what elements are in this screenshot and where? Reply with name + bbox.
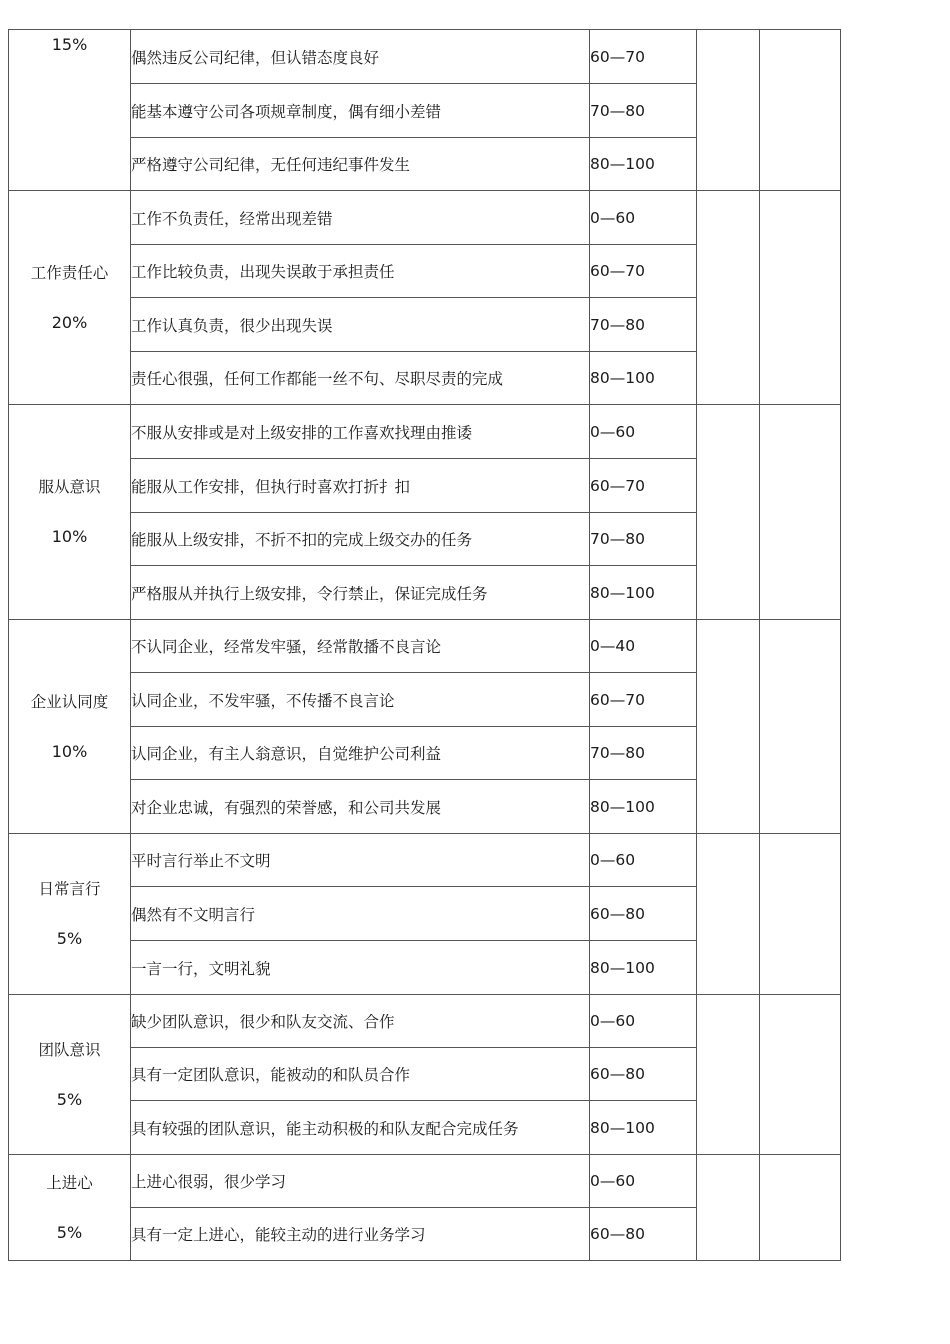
category-name: 工作责任心 [30,263,109,282]
remarks-cell[interactable] [760,620,841,834]
criterion-description: 一言一行，文明礼貌 [131,941,590,995]
score-range: 0—60 [590,995,697,1048]
evaluation-table [8,29,841,1261]
score-range: 60—80 [590,887,697,941]
score-entry-cell[interactable] [697,620,760,834]
criterion-description: 严格遵守公司纪律，无任何违纪事件发生 [131,138,590,191]
score-range: 70—80 [590,298,697,352]
criterion-description: 具有较强的团队意识，能主动积极的和队友配合完成任务 [131,1101,590,1155]
category-cell [9,834,131,995]
score-range: 70—80 [590,513,697,566]
criterion-description: 认同企业，不发牢骚，不传播不良言论 [131,673,590,727]
criterion-description: 上进心很弱，很少学习 [131,1155,590,1208]
score-range: 60—70 [590,673,697,727]
score-range: 80—100 [590,138,697,191]
criterion-description: 认同企业，有主人翁意识，自觉维护公司利益 [131,727,590,780]
table-row [9,191,841,245]
criterion-description: 对企业忠诚，有强烈的荣誉感，和公司共发展 [131,780,590,834]
score-range: 80—100 [590,780,697,834]
score-range: 0—60 [590,191,697,245]
criterion-description: 责任心很强，任何工作都能一丝不句、尽职尽责的完成 [131,352,590,405]
criterion-description: 能基本遵守公司各项规章制度，偶有细小差错 [131,84,590,138]
category-cell [9,191,131,405]
criterion-description: 不服从安排或是对上级安排的工作喜欢找理由推诿 [131,405,590,459]
criterion-description: 工作不负责任，经常出现差错 [131,191,590,245]
score-entry-cell[interactable] [697,834,760,995]
score-entry-cell[interactable] [697,30,760,191]
table-row [9,405,841,459]
table-row [9,620,841,673]
category-weight: 5% [56,1089,83,1109]
criterion-description: 不认同企业，经常发牢骚，经常散播不良言论 [131,620,590,673]
table-row [9,995,841,1048]
score-entry-cell[interactable] [697,1155,760,1261]
criterion-description: 偶然违反公司纪律，但认错态度良好 [131,30,590,84]
score-range: 60—80 [590,1048,697,1101]
remarks-cell[interactable] [760,995,841,1155]
score-range: 60—70 [590,30,697,84]
category-name: 企业认同度 [30,692,109,711]
score-range: 0—60 [590,1155,697,1208]
score-range: 70—80 [590,727,697,780]
remarks-cell[interactable] [760,405,841,620]
table-row [9,834,841,887]
criterion-description: 能服从工作安排，但执行时喜欢打折扌扣 [131,459,590,513]
category-name: 上进心 [46,1173,93,1192]
category-cell [9,30,131,191]
score-entry-cell[interactable] [697,405,760,620]
criterion-description: 偶然有不文明言行 [131,887,590,941]
criterion-description: 缺少团队意识，很少和队友交流、合作 [131,995,590,1048]
score-range: 60—80 [590,1208,697,1261]
remarks-cell[interactable] [760,834,841,995]
evaluation-table-body [9,30,841,1261]
score-range: 60—70 [590,459,697,513]
category-weight: 15% [51,35,88,54]
criterion-description: 具有一定团队意识，能被动的和队员合作 [131,1048,590,1101]
score-range: 0—60 [590,834,697,887]
remarks-cell[interactable] [760,191,841,405]
remarks-cell[interactable] [760,1155,841,1261]
criterion-description: 工作比较负责，出现失误敢于承担责任 [131,245,590,298]
criterion-description: 平时言行举止不文明 [131,834,590,887]
category-name: 团队意识 [38,1040,101,1059]
category-cell [9,620,131,834]
score-range: 0—60 [590,405,697,459]
score-range: 80—100 [590,1101,697,1155]
score-range: 0—40 [590,620,697,673]
category-weight: 10% [51,741,88,761]
remarks-cell[interactable] [760,30,841,191]
score-range: 80—100 [590,566,697,620]
score-range: 80—100 [590,941,697,995]
category-weight: 20% [51,312,88,332]
score-entry-cell[interactable] [697,995,760,1155]
category-cell [9,995,131,1155]
category-weight: 5% [56,929,83,948]
criterion-description: 严格服从并执行上级安排，令行禁止，保证完成任务 [131,566,590,620]
category-cell [9,405,131,620]
score-range: 60—70 [590,245,697,298]
category-name: 日常言行 [38,880,101,898]
category-name: 服从意识 [38,478,101,496]
score-range: 70—80 [590,84,697,138]
score-range: 80—100 [590,352,697,405]
criterion-description: 工作认真负责，很少出现失误 [131,298,590,352]
table-row [9,30,841,84]
category-weight: 10% [51,527,88,546]
table-row [9,1155,841,1208]
score-entry-cell[interactable] [697,191,760,405]
category-cell [9,1155,131,1261]
category-weight: 5% [56,1222,83,1242]
criterion-description: 能服从上级安排，不折不扣的完成上级交办的任务 [131,513,590,566]
criterion-description: 具有一定上进心，能较主动的进行业务学习 [131,1208,590,1261]
